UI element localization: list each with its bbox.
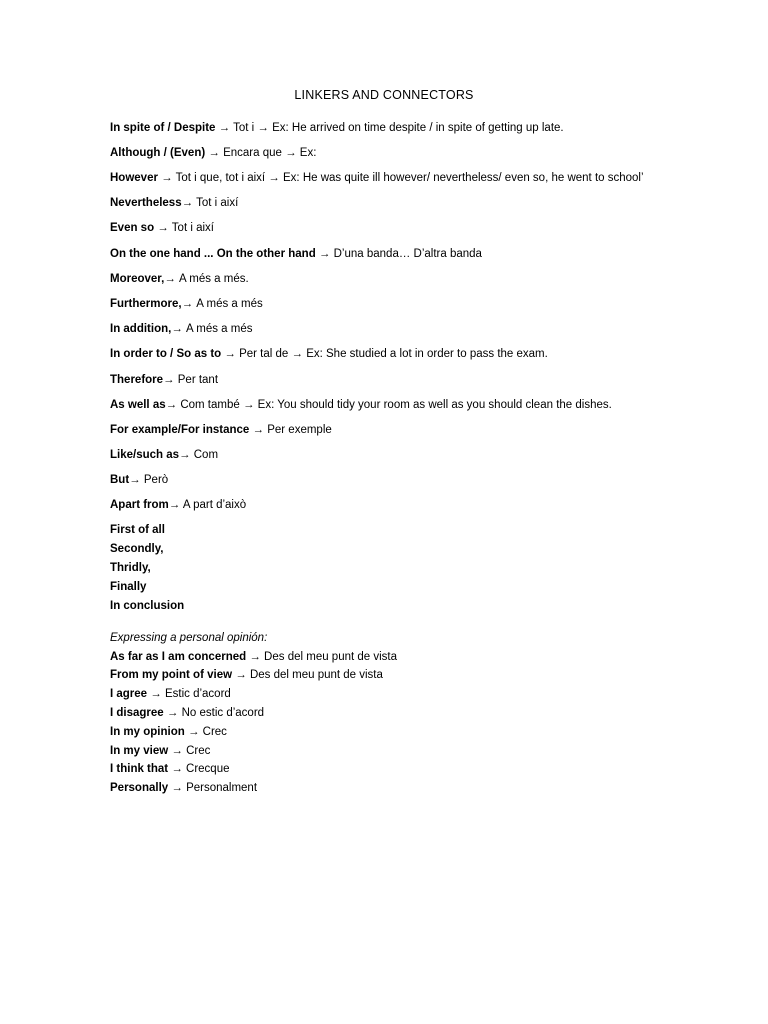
entry-term: On the one hand ... On the other hand (110, 248, 316, 260)
opinion-entry (110, 706, 264, 720)
entry-text: D’una banda… D’altra banda (333, 248, 482, 260)
sequence-item (110, 542, 163, 556)
opinion-entry (110, 725, 227, 739)
arrow-icon: → (221, 348, 240, 360)
entry-however (110, 171, 644, 185)
entry-text: Crecque (186, 763, 230, 775)
arrow-icon: → (163, 374, 178, 386)
entry-text: Per tant (177, 374, 219, 386)
entry-text: Però (143, 474, 169, 486)
entry-text: A més a més (196, 298, 263, 310)
entry-on-the-one-hand (110, 247, 482, 261)
entry-nevertheless (110, 196, 238, 210)
arrow-icon: → (168, 499, 183, 511)
arrow-icon: → (168, 782, 187, 794)
entry-text: A part d’això (182, 499, 247, 511)
entry-text: Com (193, 449, 219, 461)
entry-term: Moreover, (110, 273, 165, 285)
opinion-entry (110, 762, 230, 776)
entry-term: As far as I am concerned (110, 651, 247, 663)
entry-text: No estic d’acord (181, 707, 265, 719)
entry-apart-from (110, 498, 246, 512)
entry-text: Crec (202, 726, 227, 738)
sequence-item (110, 580, 146, 594)
entry-text: Com també → Ex: You should tidy your room as well as you should clean the dishes. (180, 399, 612, 411)
arrow-icon: → (232, 669, 250, 681)
entry-text: A més a més (186, 323, 253, 335)
entry-term: Like/such as (110, 449, 180, 461)
entry-text: Tot i així (196, 197, 239, 209)
entry-text: Per exemple (267, 424, 332, 436)
entry-term: Apart from (110, 499, 169, 511)
sequence-item (110, 561, 151, 575)
entry-text: Tot i → Ex: He arrived on time despite / in spite of getting up late. (233, 122, 564, 134)
entry-text: Personalment (186, 782, 258, 794)
arrow-icon: → (163, 707, 182, 719)
opinion-entry (110, 668, 383, 682)
opinion-entry (110, 687, 231, 701)
opinion-heading: Expressing a personal opinión: (110, 632, 268, 644)
entry-in-spite-of (110, 121, 564, 135)
opinion-entry (110, 744, 210, 758)
arrow-icon: → (184, 726, 203, 738)
entry-for-example (110, 423, 332, 437)
arrow-icon: → (181, 298, 197, 310)
sequence-term: Finally (110, 581, 147, 593)
entry-term: I think that (110, 763, 169, 775)
entry-text: Estic d’acord (164, 688, 231, 700)
arrow-icon: → (181, 197, 197, 209)
entry-text: Encara que → Ex: (223, 147, 317, 159)
entry-although (110, 146, 316, 160)
entry-term: In addition, (110, 323, 172, 335)
entry-text: Des del meu punt de vista (249, 669, 383, 681)
entry-term: Personally (110, 782, 169, 794)
entry-term: I disagree (110, 707, 164, 719)
arrow-icon: → (165, 399, 181, 411)
entry-term: For example/For instance (110, 424, 250, 436)
opinion-entry (110, 650, 397, 664)
entry-text: Crec (186, 745, 211, 757)
entry-in-order-to (110, 347, 548, 361)
entry-term: In order to / So as to (110, 348, 222, 360)
sequence-term: Thridly, (110, 562, 151, 574)
entry-term: In spite of / Despite (110, 122, 216, 134)
entry-furthermore (110, 297, 263, 311)
arrow-icon: → (129, 474, 144, 486)
entry-text: Tot i que, tot i així → Ex: He was quite ill however/ nevertheless/ even so, he went to school’ (175, 172, 644, 184)
entry-term: Therefore (110, 374, 164, 386)
arrow-icon: → (154, 222, 172, 234)
arrow-icon: → (171, 323, 187, 335)
arrow-icon: → (157, 172, 176, 184)
sequence-item (110, 599, 184, 613)
entry-but (110, 473, 168, 487)
entry-moreover (110, 272, 249, 286)
sequence-term: In conclusion (110, 600, 185, 612)
entry-term: As well as (110, 399, 166, 411)
arrow-icon: → (215, 122, 234, 134)
entry-text: Des del meu punt de vista (264, 651, 398, 663)
opinion-entry (110, 781, 257, 795)
arrow-icon: → (168, 745, 187, 757)
arrow-icon: → (249, 424, 268, 436)
entry-term: In my view (110, 745, 169, 757)
entry-term: Furthermore, (110, 298, 182, 310)
arrow-icon: → (246, 651, 265, 663)
document-title: LINKERS AND CONNECTORS (294, 88, 474, 102)
entry-term: In my opinion (110, 726, 185, 738)
arrow-icon: → (315, 248, 334, 260)
entry-in-addition (110, 322, 253, 336)
entry-even-so (110, 221, 214, 235)
entry-term: Nevertheless (110, 197, 182, 209)
entry-term: Although / (Even) (110, 147, 206, 159)
arrow-icon: → (147, 688, 165, 700)
arrow-icon: → (168, 763, 187, 775)
entry-text: Tot i així (171, 222, 214, 234)
entry-term: I agree (110, 688, 148, 700)
entry-text: A més a més. (179, 273, 249, 285)
arrow-icon: → (164, 273, 180, 285)
entry-as-well-as (110, 398, 612, 412)
arrow-icon: → (205, 147, 224, 159)
entry-therefore (110, 373, 218, 387)
entry-term: From my point of view (110, 669, 233, 681)
entry-text: Per tal de → Ex: She studied a lot in order to pass the exam. (239, 348, 548, 360)
sequence-item (110, 523, 165, 537)
entry-term: Even so (110, 222, 155, 234)
sequence-term: Secondly, (110, 543, 164, 555)
entry-like-such-as (110, 448, 218, 462)
sequence-term: First of all (110, 524, 165, 536)
entry-term: However (110, 172, 158, 184)
entry-term: But (110, 474, 130, 486)
arrow-icon: → (179, 449, 194, 461)
